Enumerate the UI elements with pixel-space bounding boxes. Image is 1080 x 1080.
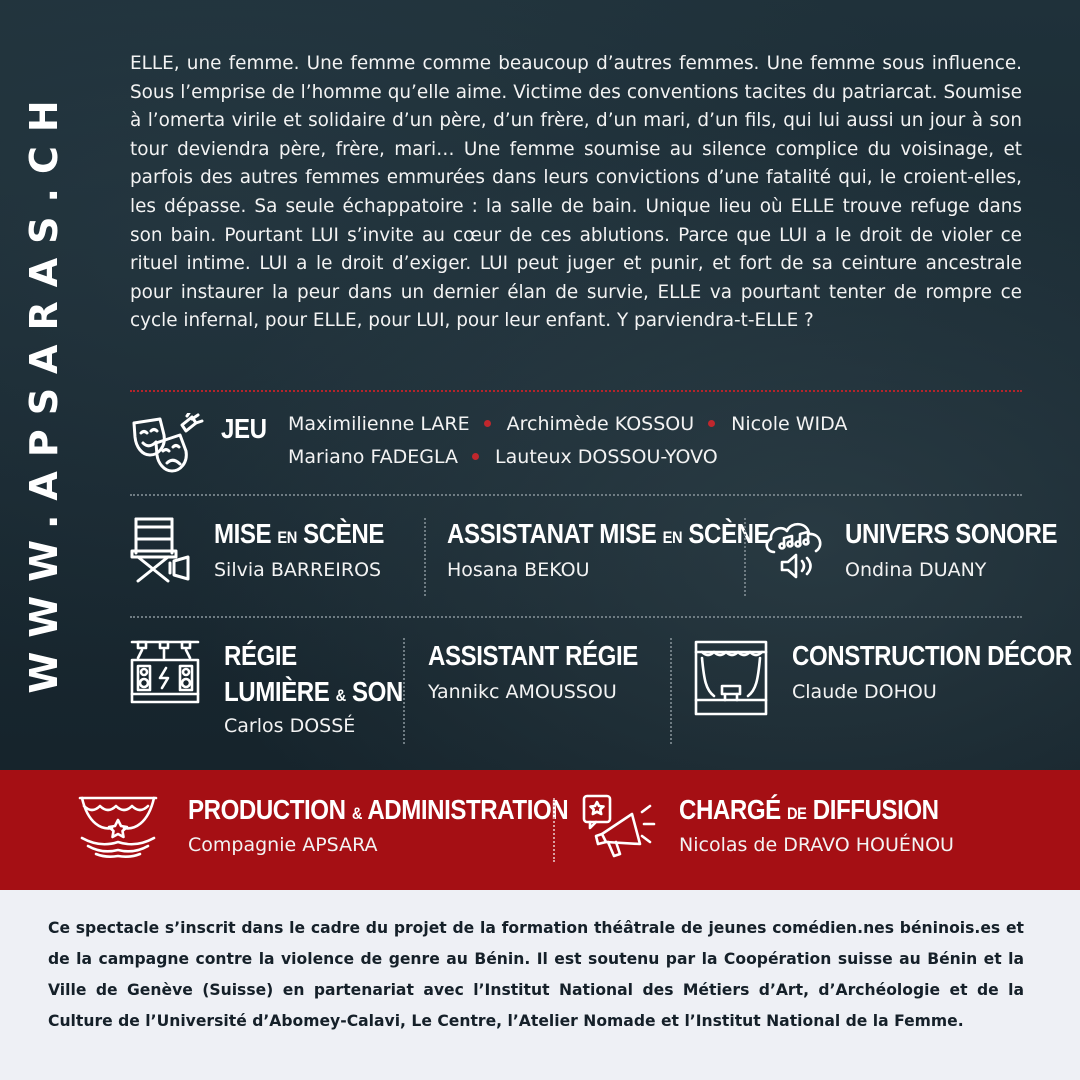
director-chair-icon (130, 515, 194, 585)
separator-red (130, 390, 1022, 392)
label-part: DIFFUSION (812, 794, 939, 825)
production-name: Compagnie APSARA (188, 834, 378, 856)
curtain-star-icon (78, 794, 158, 866)
bullet-dot (472, 453, 479, 460)
label-small: & (351, 804, 362, 823)
megaphone-icon (582, 794, 658, 866)
label-part: ASSISTANAT MISE (447, 518, 657, 549)
assistanat-name: Hosana BEKOU (447, 559, 590, 581)
actor-name: Nicole WIDA (731, 413, 848, 435)
assistant-regie-name: Yannikc AMOUSSOU (428, 681, 617, 703)
separator-dotted (130, 494, 1022, 496)
univers-sonore-label: UNIVERS SONORE (845, 518, 1058, 549)
actor-name: Maximilienne LARE (288, 413, 470, 435)
label-part: ADMINISTRATION (367, 794, 569, 825)
column-separator (670, 638, 672, 744)
bullet-dot (708, 420, 715, 427)
production-band (0, 770, 1080, 890)
column-separator (553, 798, 555, 862)
regie-label-1: RÉGIE (224, 640, 297, 671)
column-separator (744, 518, 746, 596)
label-small: & (335, 686, 346, 705)
mise-en-scene-name: Silvia BARREIROS (214, 559, 382, 581)
label-part: MISE (214, 518, 272, 549)
regie-label-2 (224, 676, 403, 708)
synopsis-text: ELLE, une femme. Une femme comme beaucoup d’autres femmes. Une femme sous influence. Sous l’emprise de l’homme qu’elle aime. Victime des conventions tacites du patriarcat. Soumise à l’omerta virile et solidaire d’un père, d’un frère, d’un mari, d’un fils, qui lui aussi un jour à son tour deviendra père, frère, mari… Une femme soumise au silence complice du voisinage, et parfois des autres femmes emmurées dans leurs convictions d’une fatalité qui, le croient-elles, les dépasse. Sa seule échappatoire : la salle de bain. Unique lieu où ELLE trouve refuge dans son bain. Pourtant LUI s’invite au cœur de ces ablutions. Parce que LUI a le droit de violer ce rituel intime. LUI a le droit d’exiger. LUI peut juger et punir, et fort de sa ceinture ancestrale pour instaurer la peur dans un dernier élan de survie, ELLE va pourtant tenter de rompre ce cycle infernal, pour ELLE, pour LUI, pour leur enfant. Y parviendra-t-ELLE ? (130, 53, 1022, 332)
jeu-label: JEU (221, 413, 267, 444)
construction-label: CONSTRUCTION DÉCOR (792, 640, 1072, 671)
production-label (188, 794, 568, 826)
credits-text: Ce spectacle s’inscrit dans le cadre du projet de la formation théâtrale de jeunes comédien.nes béninois.es et de la campagne contre la violence de genre au Bénin. Il est soutenu par la Coopération suisse au Bénin et la Ville de Genève (Suisse) en partenariat avec l’Institut National des Métiers d’Art, d’Archéologie et de la Culture de l’Université d’Abomey-Calavi, Le Centre, l’Atelier Nomade et l’Institut National de la Femme. (48, 919, 1024, 1030)
assistant-regie-label: ASSISTANT RÉGIE (428, 640, 638, 671)
label-part: CHARGÉ (679, 794, 781, 825)
diffusion-label (679, 794, 939, 826)
actor-name: Archimède KOSSOU (506, 413, 695, 435)
actor-name: Mariano FADEGLA (288, 446, 459, 468)
label-small: DE (787, 804, 807, 823)
label-part: SON (352, 676, 403, 707)
label-part: PRODUCTION (188, 794, 346, 825)
label-part: LUMIÈRE (224, 676, 330, 707)
univers-sonore-name: Ondina DUANY (845, 559, 987, 581)
mise-en-scene-label (214, 518, 384, 550)
website-url-text[interactable]: WWW.APSARAS.CH (22, 86, 66, 694)
label-small: EN (662, 528, 683, 547)
label-part: SCÈNE (303, 518, 384, 549)
jeu-actors-line-1 (288, 413, 847, 435)
jeu-actors-line-2 (288, 446, 718, 468)
bullet-dot (484, 420, 491, 427)
stage-curtain-icon (694, 640, 768, 716)
assistanat-label (447, 518, 769, 550)
separator-dotted (130, 616, 1022, 618)
column-separator (403, 638, 405, 744)
label-small: EN (277, 528, 297, 547)
diffusion-name: Nicolas de DRAVO HOUÉNOU (679, 834, 954, 856)
regie-name: Carlos DOSSÉ (224, 715, 356, 737)
actor-name: Lauteux DOSSOU-YOVO (495, 446, 718, 468)
column-separator (424, 518, 426, 596)
label-part: SCÈNE (688, 518, 770, 549)
stage-lighting-icon (130, 634, 200, 706)
cloud-music-icon (762, 516, 828, 582)
construction-name: Claude DOHOU (792, 681, 937, 703)
theater-masks-icon (130, 413, 206, 477)
